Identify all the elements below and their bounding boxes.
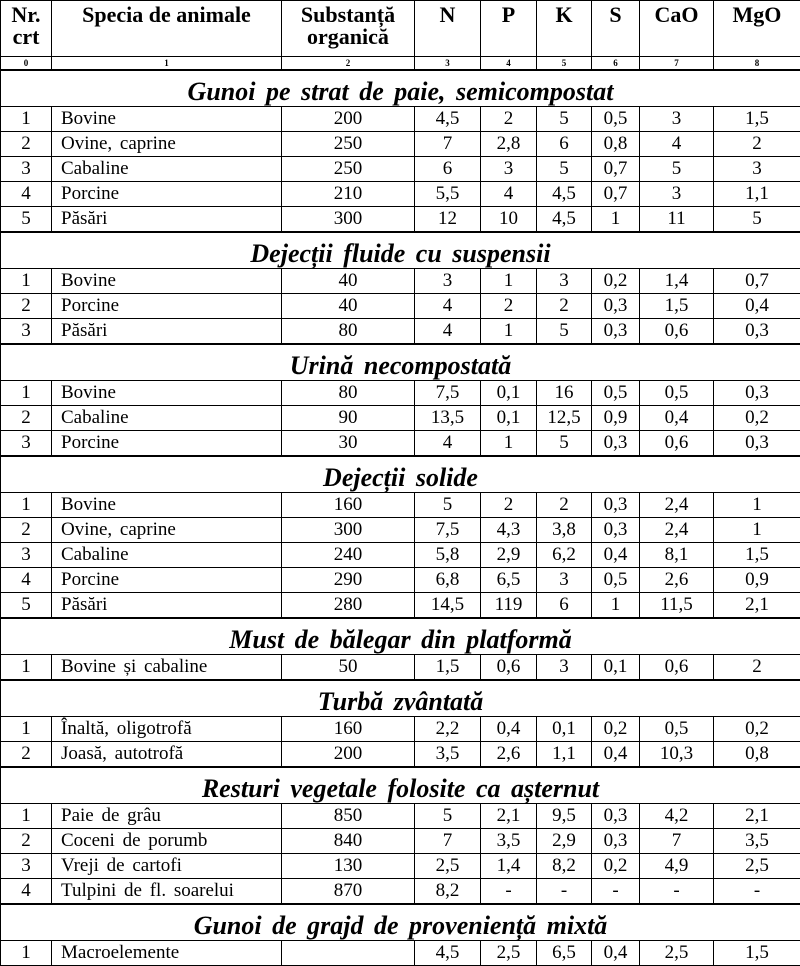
cell-s: 0,5 xyxy=(592,568,640,593)
cell-organic: 50 xyxy=(282,655,415,681)
cell-mgo: 1,5 xyxy=(714,107,800,132)
section-title: Urină necompostată xyxy=(1,344,800,381)
cell-organic: 850 xyxy=(282,804,415,829)
table-row xyxy=(1,381,800,406)
cell-organic: 200 xyxy=(282,107,415,132)
cell-species: Bovine xyxy=(52,269,282,294)
cell-k: 3 xyxy=(537,568,592,593)
cell-s: 0,5 xyxy=(592,107,640,132)
cell-nr: 5 xyxy=(1,207,52,233)
cell-organic: 30 xyxy=(282,431,415,457)
cell-s: 1 xyxy=(592,207,640,233)
cell-n: 6 xyxy=(415,157,481,182)
column-index: 8 xyxy=(714,57,800,71)
cell-s: 0,2 xyxy=(592,854,640,879)
cell-mgo: 2 xyxy=(714,655,800,681)
cell-n: 2,2 xyxy=(415,717,481,742)
cell-cao: 0,5 xyxy=(640,717,714,742)
col-header-organic: Substanță organică xyxy=(282,1,415,57)
table-row xyxy=(1,854,800,879)
cell-nr: 3 xyxy=(1,319,52,345)
cell-organic: 250 xyxy=(282,132,415,157)
cell-organic xyxy=(282,941,415,966)
cell-nr: 4 xyxy=(1,879,52,905)
cell-species: Cabaline xyxy=(52,543,282,568)
cell-p: 1 xyxy=(481,319,537,345)
section-header-row xyxy=(1,680,800,717)
cell-species: Bovine xyxy=(52,381,282,406)
cell-s: 0,3 xyxy=(592,518,640,543)
cell-k: 12,5 xyxy=(537,406,592,431)
table-row xyxy=(1,107,800,132)
cell-n: 5 xyxy=(415,493,481,518)
cell-mgo: 0,2 xyxy=(714,406,800,431)
section-header-row xyxy=(1,456,800,493)
section-header-row xyxy=(1,618,800,655)
cell-k: 4,5 xyxy=(537,182,592,207)
table-row xyxy=(1,717,800,742)
cell-species: Paie de grâu xyxy=(52,804,282,829)
cell-n: 7,5 xyxy=(415,381,481,406)
cell-species: Păsări xyxy=(52,593,282,619)
section-title: Gunoi pe strat de paie, semicompostat xyxy=(1,70,800,107)
cell-organic: 200 xyxy=(282,742,415,768)
table-row xyxy=(1,182,800,207)
cell-k: 9,5 xyxy=(537,804,592,829)
column-index: 4 xyxy=(481,57,537,71)
cell-n: 13,5 xyxy=(415,406,481,431)
col-header-s: S xyxy=(592,1,640,57)
cell-s: 0,3 xyxy=(592,804,640,829)
cell-cao: 1,4 xyxy=(640,269,714,294)
table-row xyxy=(1,493,800,518)
cell-n: 1,5 xyxy=(415,655,481,681)
cell-p: 4,3 xyxy=(481,518,537,543)
cell-n: 8,2 xyxy=(415,879,481,905)
cell-cao: 2,5 xyxy=(640,941,714,966)
cell-p: 2 xyxy=(481,107,537,132)
column-index: 0 xyxy=(1,57,52,71)
cell-s: 0,3 xyxy=(592,431,640,457)
cell-species: Cabaline xyxy=(52,157,282,182)
cell-n: 4 xyxy=(415,431,481,457)
cell-mgo: 5 xyxy=(714,207,800,233)
cell-organic: 250 xyxy=(282,157,415,182)
cell-mgo: 3 xyxy=(714,157,800,182)
cell-cao: 2,4 xyxy=(640,493,714,518)
cell-cao: 3 xyxy=(640,107,714,132)
header-row xyxy=(1,1,800,57)
cell-organic: 300 xyxy=(282,518,415,543)
col-header-species: Specia de animale xyxy=(52,1,282,57)
cell-n: 2,5 xyxy=(415,854,481,879)
cell-cao: 8,1 xyxy=(640,543,714,568)
column-index: 5 xyxy=(537,57,592,71)
cell-species: Tulpini de fl. soarelui xyxy=(52,879,282,905)
cell-nr: 3 xyxy=(1,431,52,457)
table-row xyxy=(1,543,800,568)
cell-p: 2,8 xyxy=(481,132,537,157)
cell-s: 0,7 xyxy=(592,182,640,207)
cell-organic: 870 xyxy=(282,879,415,905)
cell-nr: 1 xyxy=(1,107,52,132)
table-row xyxy=(1,568,800,593)
cell-nr: 5 xyxy=(1,593,52,619)
cell-mgo: 0,8 xyxy=(714,742,800,768)
cell-s: 0,4 xyxy=(592,941,640,966)
cell-species: Porcine xyxy=(52,182,282,207)
column-index: 2 xyxy=(282,57,415,71)
cell-s: 0,3 xyxy=(592,493,640,518)
cell-k: 8,2 xyxy=(537,854,592,879)
cell-species: Cabaline xyxy=(52,406,282,431)
cell-n: 7 xyxy=(415,829,481,854)
cell-nr: 2 xyxy=(1,132,52,157)
cell-n: 5 xyxy=(415,804,481,829)
table-row xyxy=(1,655,800,681)
cell-species: Bovine și cabaline xyxy=(52,655,282,681)
cell-mgo: 1,1 xyxy=(714,182,800,207)
cell-mgo: 2 xyxy=(714,132,800,157)
table-row xyxy=(1,157,800,182)
cell-nr: 1 xyxy=(1,381,52,406)
cell-nr: 1 xyxy=(1,269,52,294)
cell-species: Joasă, autotrofă xyxy=(52,742,282,768)
section-header-row xyxy=(1,70,800,107)
cell-s: 1 xyxy=(592,593,640,619)
cell-nr: 2 xyxy=(1,518,52,543)
cell-mgo: 0,7 xyxy=(714,269,800,294)
cell-n: 3 xyxy=(415,269,481,294)
cell-n: 14,5 xyxy=(415,593,481,619)
cell-nr: 1 xyxy=(1,655,52,681)
cell-cao: 0,5 xyxy=(640,381,714,406)
cell-n: 6,8 xyxy=(415,568,481,593)
cell-mgo: - xyxy=(714,879,800,905)
cell-cao: 5 xyxy=(640,157,714,182)
cell-s: 0,5 xyxy=(592,381,640,406)
cell-organic: 130 xyxy=(282,854,415,879)
cell-organic: 280 xyxy=(282,593,415,619)
cell-mgo: 0,4 xyxy=(714,294,800,319)
cell-n: 3,5 xyxy=(415,742,481,768)
cell-s: 0,2 xyxy=(592,717,640,742)
section-title: Turbă zvântată xyxy=(1,680,800,717)
cell-organic: 40 xyxy=(282,294,415,319)
cell-p: 0,1 xyxy=(481,406,537,431)
cell-species: Păsări xyxy=(52,207,282,233)
cell-s: 0,3 xyxy=(592,829,640,854)
cell-mgo: 2,1 xyxy=(714,804,800,829)
cell-nr: 2 xyxy=(1,406,52,431)
cell-k: 3 xyxy=(537,655,592,681)
cell-nr: 1 xyxy=(1,804,52,829)
cell-k: 5 xyxy=(537,107,592,132)
cell-nr: 3 xyxy=(1,854,52,879)
col-header-p: P xyxy=(481,1,537,57)
cell-p: 3,5 xyxy=(481,829,537,854)
table-row xyxy=(1,879,800,905)
table-row xyxy=(1,941,800,966)
section-header-row xyxy=(1,904,800,941)
cell-nr: 3 xyxy=(1,543,52,568)
cell-mgo: 0,9 xyxy=(714,568,800,593)
cell-n: 4 xyxy=(415,294,481,319)
cell-p: 2 xyxy=(481,294,537,319)
cell-cao: 10,3 xyxy=(640,742,714,768)
cell-p: 0,1 xyxy=(481,381,537,406)
cell-organic: 210 xyxy=(282,182,415,207)
cell-p: 2,5 xyxy=(481,941,537,966)
section-title: Gunoi de grajd de proveniență mixtă xyxy=(1,904,800,941)
cell-k: 6,2 xyxy=(537,543,592,568)
cell-organic: 290 xyxy=(282,568,415,593)
cell-n: 7 xyxy=(415,132,481,157)
cell-mgo: 0,3 xyxy=(714,319,800,345)
table-row xyxy=(1,294,800,319)
cell-p: 0,6 xyxy=(481,655,537,681)
table-row xyxy=(1,431,800,457)
cell-p: 2,9 xyxy=(481,543,537,568)
cell-n: 7,5 xyxy=(415,518,481,543)
col-header-k: K xyxy=(537,1,592,57)
cell-k: 4,5 xyxy=(537,207,592,233)
cell-s: 0,3 xyxy=(592,294,640,319)
table-row xyxy=(1,406,800,431)
cell-cao: 11 xyxy=(640,207,714,233)
cell-cao: 11,5 xyxy=(640,593,714,619)
cell-k: 5 xyxy=(537,319,592,345)
cell-s: 0,4 xyxy=(592,543,640,568)
cell-species: Porcine xyxy=(52,294,282,319)
cell-s: - xyxy=(592,879,640,905)
cell-p: 10 xyxy=(481,207,537,233)
cell-k: 6 xyxy=(537,593,592,619)
cell-cao: 4 xyxy=(640,132,714,157)
column-index: 6 xyxy=(592,57,640,71)
cell-species: Macroelemente xyxy=(52,941,282,966)
table-row xyxy=(1,518,800,543)
col-header-mgo: MgO xyxy=(714,1,800,57)
cell-mgo: 1 xyxy=(714,493,800,518)
cell-s: 0,9 xyxy=(592,406,640,431)
cell-cao: 7 xyxy=(640,829,714,854)
cell-p: 3 xyxy=(481,157,537,182)
cell-n: 4,5 xyxy=(415,107,481,132)
col-header-cao: CaO xyxy=(640,1,714,57)
table-row xyxy=(1,269,800,294)
table-row xyxy=(1,319,800,345)
section-title: Must de bălegar din platformă xyxy=(1,618,800,655)
cell-organic: 300 xyxy=(282,207,415,233)
section-title: Dejecții fluide cu suspensii xyxy=(1,232,800,269)
cell-k: 6 xyxy=(537,132,592,157)
section-title: Resturi vegetale folosite ca așternut xyxy=(1,767,800,804)
table-row xyxy=(1,742,800,768)
cell-mgo: 1,5 xyxy=(714,941,800,966)
cell-species: Bovine xyxy=(52,493,282,518)
cell-organic: 40 xyxy=(282,269,415,294)
cell-cao: 1,5 xyxy=(640,294,714,319)
cell-k: 1,1 xyxy=(537,742,592,768)
cell-n: 5,8 xyxy=(415,543,481,568)
cell-p: 1,4 xyxy=(481,854,537,879)
cell-s: 0,7 xyxy=(592,157,640,182)
section-title: Dejecții solide xyxy=(1,456,800,493)
cell-k: 2 xyxy=(537,493,592,518)
cell-p: 2,1 xyxy=(481,804,537,829)
cell-organic: 840 xyxy=(282,829,415,854)
cell-k: 3,8 xyxy=(537,518,592,543)
cell-nr: 4 xyxy=(1,182,52,207)
section-header-row xyxy=(1,232,800,269)
cell-organic: 160 xyxy=(282,493,415,518)
cell-s: 0,8 xyxy=(592,132,640,157)
cell-p: 1 xyxy=(481,431,537,457)
cell-mgo: 3,5 xyxy=(714,829,800,854)
table-body xyxy=(1,70,800,966)
cell-species: Vreji de cartofi xyxy=(52,854,282,879)
cell-organic: 160 xyxy=(282,717,415,742)
cell-n: 5,5 xyxy=(415,182,481,207)
column-index: 7 xyxy=(640,57,714,71)
section-header-row xyxy=(1,344,800,381)
cell-nr: 2 xyxy=(1,742,52,768)
table-row xyxy=(1,829,800,854)
cell-n: 4 xyxy=(415,319,481,345)
col-header-nr: Nr. crt xyxy=(1,1,52,57)
cell-species: Coceni de porumb xyxy=(52,829,282,854)
cell-nr: 2 xyxy=(1,829,52,854)
cell-species: Ovine, caprine xyxy=(52,518,282,543)
cell-mgo: 2,5 xyxy=(714,854,800,879)
cell-p: 2,6 xyxy=(481,742,537,768)
table-row xyxy=(1,804,800,829)
cell-nr: 4 xyxy=(1,568,52,593)
cell-nr: 1 xyxy=(1,493,52,518)
cell-cao: 0,6 xyxy=(640,319,714,345)
cell-k: 2,9 xyxy=(537,829,592,854)
cell-mgo: 0,3 xyxy=(714,431,800,457)
cell-cao: 0,6 xyxy=(640,431,714,457)
cell-s: 0,2 xyxy=(592,269,640,294)
cell-p: 4 xyxy=(481,182,537,207)
cell-mgo: 0,3 xyxy=(714,381,800,406)
cell-n: 4,5 xyxy=(415,941,481,966)
cell-species: Ovine, caprine xyxy=(52,132,282,157)
cell-organic: 80 xyxy=(282,381,415,406)
cell-cao: 3 xyxy=(640,182,714,207)
cell-k: 2 xyxy=(537,294,592,319)
cell-cao: 0,6 xyxy=(640,655,714,681)
cell-organic: 80 xyxy=(282,319,415,345)
cell-nr: 1 xyxy=(1,941,52,966)
cell-k: 6,5 xyxy=(537,941,592,966)
cell-p: 6,5 xyxy=(481,568,537,593)
cell-nr: 1 xyxy=(1,717,52,742)
cell-s: 0,3 xyxy=(592,319,640,345)
cell-s: 0,4 xyxy=(592,742,640,768)
table-row xyxy=(1,207,800,233)
col-header-n: N xyxy=(415,1,481,57)
cell-nr: 3 xyxy=(1,157,52,182)
column-index: 3 xyxy=(415,57,481,71)
cell-cao: 0,4 xyxy=(640,406,714,431)
cell-p: 2 xyxy=(481,493,537,518)
cell-cao: 4,9 xyxy=(640,854,714,879)
cell-k: 5 xyxy=(537,431,592,457)
cell-k: 5 xyxy=(537,157,592,182)
section-header-row xyxy=(1,767,800,804)
cell-p: 0,4 xyxy=(481,717,537,742)
cell-s: 0,1 xyxy=(592,655,640,681)
cell-species: Bovine xyxy=(52,107,282,132)
cell-cao: 2,4 xyxy=(640,518,714,543)
cell-mgo: 0,2 xyxy=(714,717,800,742)
cell-cao: - xyxy=(640,879,714,905)
cell-mgo: 1,5 xyxy=(714,543,800,568)
cell-p: 1 xyxy=(481,269,537,294)
cell-n: 12 xyxy=(415,207,481,233)
cell-organic: 90 xyxy=(282,406,415,431)
cell-k: 0,1 xyxy=(537,717,592,742)
table-row xyxy=(1,593,800,619)
cell-k: - xyxy=(537,879,592,905)
cell-cao: 4,2 xyxy=(640,804,714,829)
cell-organic: 240 xyxy=(282,543,415,568)
cell-species: Înaltă, oligotrofă xyxy=(52,717,282,742)
cell-p: - xyxy=(481,879,537,905)
cell-cao: 2,6 xyxy=(640,568,714,593)
table-row xyxy=(1,132,800,157)
cell-k: 16 xyxy=(537,381,592,406)
cell-mgo: 2,1 xyxy=(714,593,800,619)
cell-nr: 2 xyxy=(1,294,52,319)
column-index: 1 xyxy=(52,57,282,71)
cell-mgo: 1 xyxy=(714,518,800,543)
cell-species: Porcine xyxy=(52,568,282,593)
cell-p: 119 xyxy=(481,593,537,619)
cell-species: Porcine xyxy=(52,431,282,457)
column-index-row xyxy=(1,57,800,71)
cell-k: 3 xyxy=(537,269,592,294)
cell-species: Păsări xyxy=(52,319,282,345)
